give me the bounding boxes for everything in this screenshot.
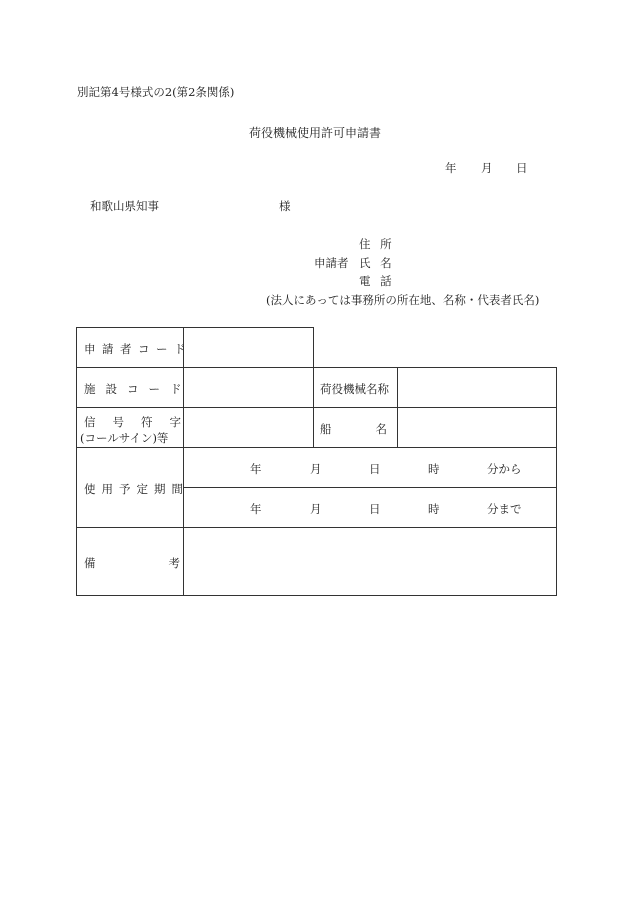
- period-to-minute: 分まで: [487, 502, 522, 516]
- form-reference: 別記第4号様式の2(第2条関係): [77, 85, 235, 99]
- applicant-code-label: [84, 341, 192, 357]
- period-from-hour: 時: [428, 462, 440, 476]
- phone-label: 電 話: [359, 274, 392, 288]
- ship-name-label: 船名: [320, 422, 431, 436]
- period-from-day: 日: [369, 462, 381, 476]
- applicant-code-label-text: 申請者コード: [84, 342, 192, 356]
- applicant-group-label: 申請者: [314, 256, 349, 270]
- period-from-minute: 分から: [487, 462, 522, 476]
- facility-code-label: 施設コード: [84, 382, 192, 396]
- addressee: 和歌山県知事: [90, 199, 159, 213]
- remarks-label-cell: [76, 527, 253, 596]
- ship-name-label-cell: [313, 407, 431, 448]
- period-from-year: 年: [250, 462, 262, 476]
- applicant-code-label-cell: [76, 327, 192, 368]
- remarks-input[interactable]: [183, 527, 557, 596]
- machine-name-input[interactable]: [397, 367, 557, 408]
- callsign-label-line2: (コールサイン)等: [80, 431, 169, 445]
- machine-name-label: 荷役機械名称: [320, 382, 389, 396]
- period-from-month: 月: [310, 462, 322, 476]
- period-label: 使用予定期間: [84, 482, 189, 496]
- machine-name-label-cell: [313, 367, 398, 408]
- period-from-row[interactable]: [183, 447, 557, 488]
- period-to-hour: 時: [428, 502, 440, 516]
- facility-code-label-cell: [76, 367, 192, 408]
- period-to-row[interactable]: [183, 487, 557, 528]
- application-table: [76, 327, 557, 596]
- remarks-label: 備考: [84, 556, 253, 570]
- facility-code-input[interactable]: [183, 367, 314, 408]
- address-label: 住 所: [359, 237, 392, 251]
- date-month-label: 月: [481, 161, 493, 175]
- date-day-label: 日: [516, 161, 528, 175]
- callsign-label-line1: 信号符字: [84, 415, 198, 429]
- period-to-month: 月: [310, 502, 322, 516]
- callsign-input[interactable]: [183, 407, 314, 448]
- corporate-note: (法人にあっては事務所の所在地、名称・代表者氏名): [266, 293, 540, 307]
- period-to-day: 日: [369, 502, 381, 516]
- callsign-label-cell: [76, 407, 198, 448]
- date-year-label: 年: [445, 161, 457, 175]
- period-to-year: 年: [250, 502, 262, 516]
- honorific: 様: [279, 199, 291, 213]
- ship-name-input[interactable]: [397, 407, 557, 448]
- period-label-cell: [76, 447, 189, 528]
- applicant-code-input[interactable]: [183, 327, 314, 368]
- name-label: 氏 名: [359, 256, 392, 270]
- form-title: 荷役機械使用許可申請書: [249, 126, 382, 140]
